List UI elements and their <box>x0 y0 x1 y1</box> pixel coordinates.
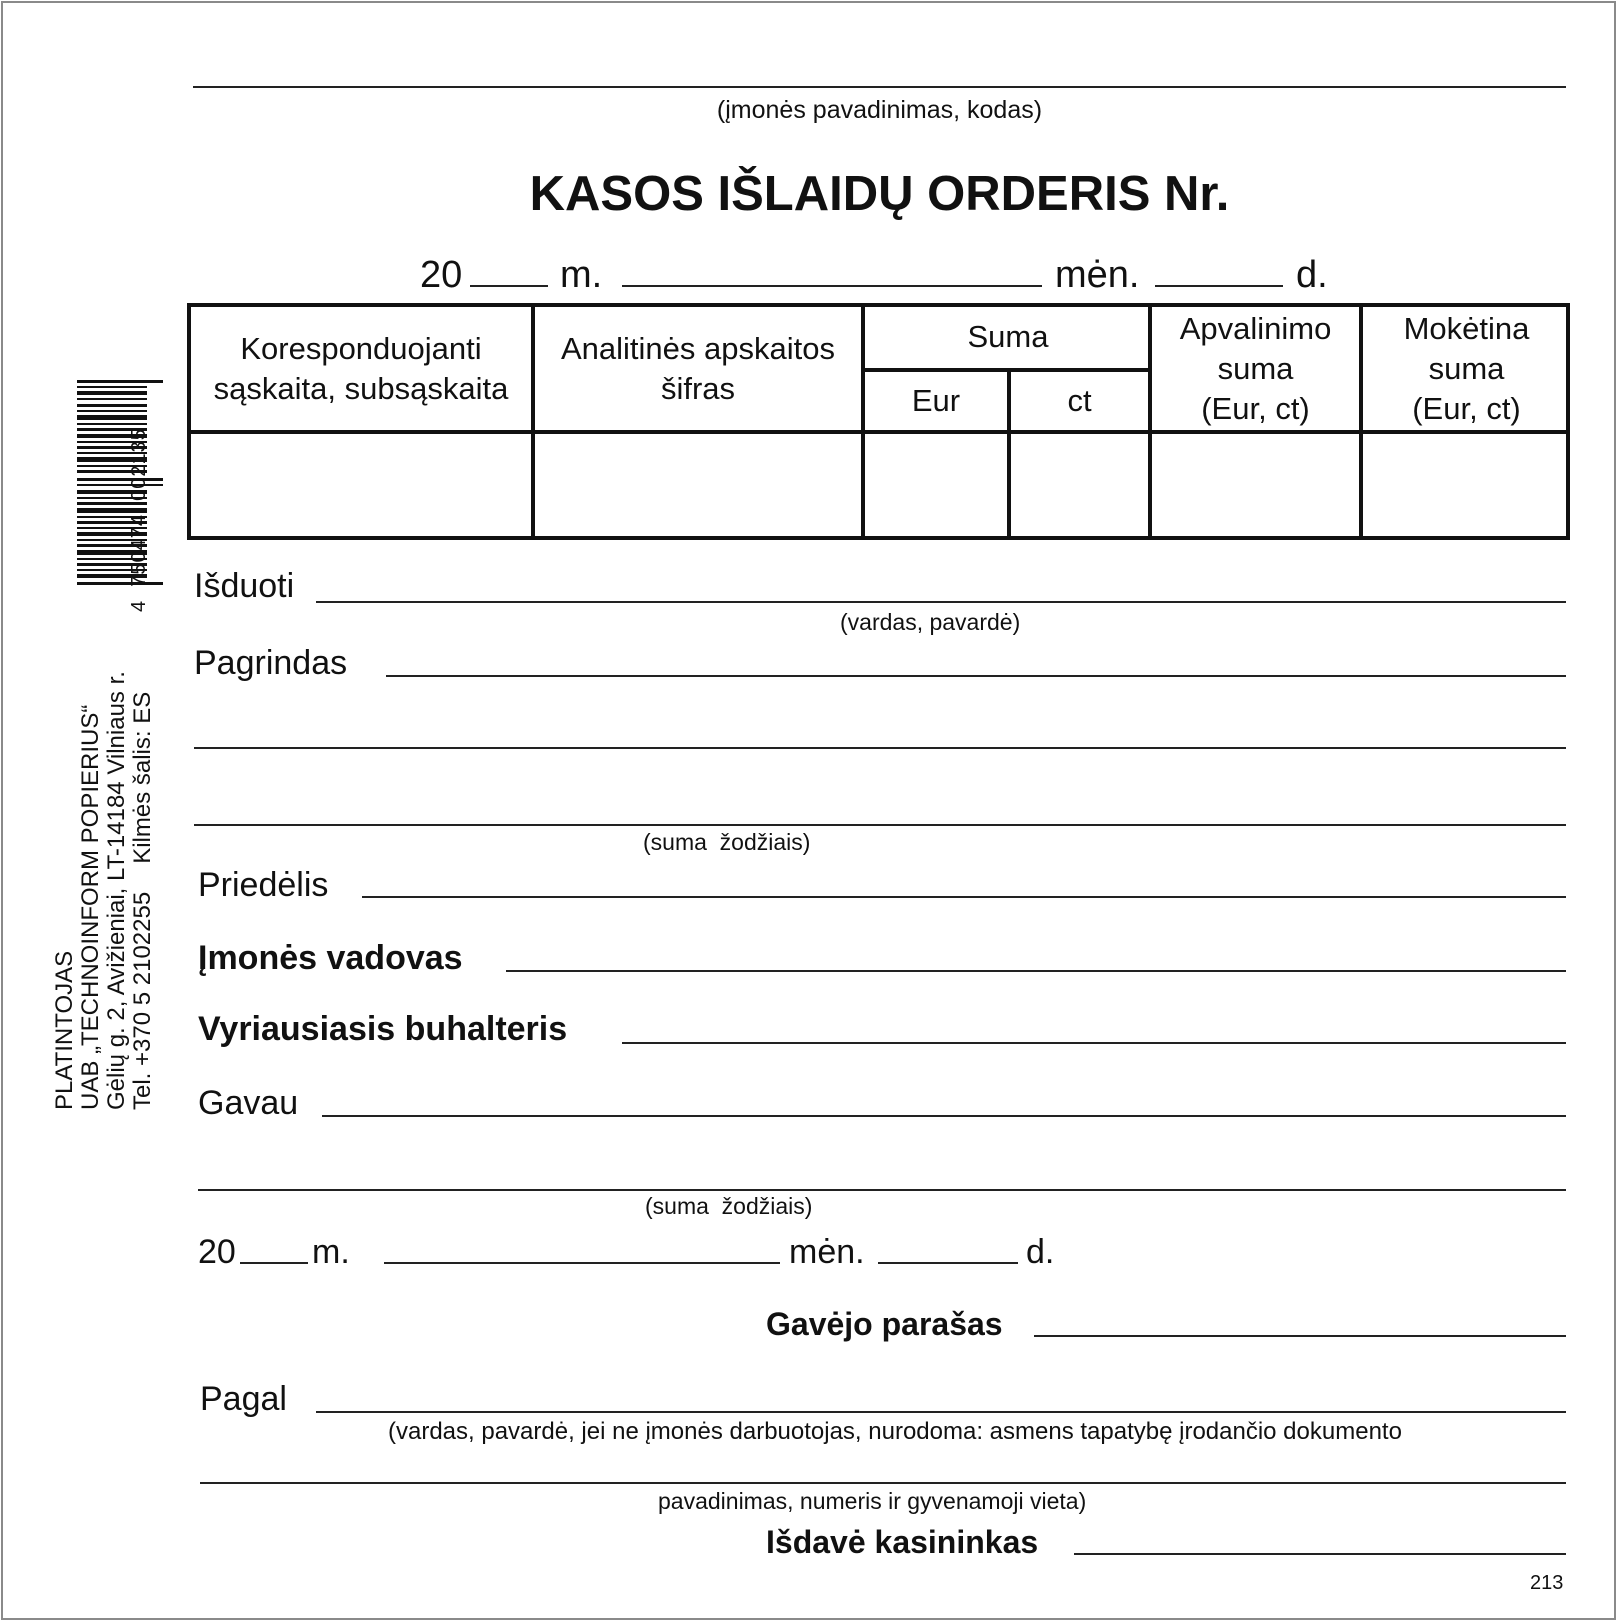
pagal-label: Pagal <box>200 1380 287 1418</box>
header-eur: Eur <box>911 383 961 418</box>
pagal-caption-1: (vardas, pavardė, jei ne įmonės darbuotojas, nurodoma: asmens tapatybę įrodančio dokumento <box>388 1418 1402 1445</box>
pagal-line <box>316 1411 1566 1413</box>
vyr-buhalteris-line <box>622 1042 1566 1044</box>
header-ct: ct <box>1067 383 1092 418</box>
isdave-kasininkas-line <box>1074 1553 1566 1555</box>
header-apvalinimo: Apvalinimo suma (Eur, ct) <box>1179 311 1332 426</box>
document-border <box>1 1 1616 1620</box>
date-month-line <box>622 285 1042 287</box>
gavau-label: Gavau <box>198 1084 299 1122</box>
date-day-label: d. <box>1296 254 1328 296</box>
document-title: KASOS IŠLAIDŲ ORDERIS Nr. <box>529 167 1230 221</box>
header-koresponduojanti: Koresponduojanti sąskaita, subsąskaita <box>213 331 509 406</box>
vyr-buhalteris-label: Vyriausiasis buhalteris <box>198 1010 568 1048</box>
date-year-suffix: m. <box>560 254 603 296</box>
date2-month-label: mėn. <box>789 1233 865 1271</box>
pagrindas-line-2 <box>194 747 1566 749</box>
suma-zodziais-caption-1: (suma žodžiais) <box>643 829 811 855</box>
priedelis-label: Priedėlis <box>198 866 329 904</box>
amount-table <box>187 303 1570 540</box>
date2-year-suffix: m. <box>312 1233 350 1271</box>
pagrindas-label: Pagrindas <box>194 644 348 682</box>
date2-year-prefix: 20 <box>198 1233 236 1271</box>
header-analitines: Analitinės apskaitos šifras <box>561 331 835 406</box>
date-month-label: mėn. <box>1055 254 1140 296</box>
date2-year-line <box>240 1262 308 1264</box>
suma-zodziais-caption-2: (suma žodžiais) <box>645 1193 813 1219</box>
publisher-line-2: UAB „TECHNOINFORM POPIERIUS“ <box>77 704 104 1110</box>
isdave-kasininkas-label: Išdavė kasininkas <box>766 1524 1039 1560</box>
publisher-line-4: Tel. +370 5 2102255Kilmės šalis: ES <box>129 691 156 1110</box>
isduoti-label: Išduoti <box>194 567 295 605</box>
company-line <box>193 86 1566 88</box>
date2-day-line <box>878 1262 1018 1264</box>
company-caption: (įmonės pavadinimas, kodas) <box>716 96 1043 124</box>
date-year-line <box>470 285 548 287</box>
publisher-info <box>52 671 156 1110</box>
header-موketina: Mokėtina suma (Eur, ct) <box>1403 311 1530 426</box>
gavejo-parasas-label: Gavėjo parašas <box>766 1306 1003 1342</box>
isduoti-line <box>316 601 1566 603</box>
imones-vadovas-label: Įmonės vadovas <box>198 939 463 977</box>
date2-day-label: d. <box>1026 1233 1055 1271</box>
isduoti-caption: (vardas, pavardė) <box>840 609 1021 635</box>
pagal-caption-2: pavadinimas, numeris ir gyvenamoji vieta) <box>658 1488 1087 1514</box>
pagrindas-line <box>386 675 1566 677</box>
publisher-line-1: PLATINTOJAS <box>51 950 78 1110</box>
date-year-prefix: 20 <box>420 254 463 296</box>
suma-zodziais-line-1 <box>194 824 1566 826</box>
pagal-line-2 <box>200 1482 1566 1484</box>
priedelis-line <box>362 896 1566 898</box>
form-number: 213 <box>1530 1572 1564 1594</box>
date-day-line <box>1155 285 1283 287</box>
suma-zodziais-line-2 <box>198 1189 1566 1191</box>
gavejo-parasas-line <box>1034 1335 1566 1337</box>
publisher-line-3: Gėlių g. 2, Avižieniai, LT-14184 Vilniaus r. <box>103 671 130 1110</box>
gavau-line <box>322 1115 1566 1117</box>
barcode-number: 4 750474 002135 <box>128 428 150 612</box>
date2-month-line <box>384 1262 780 1264</box>
imones-vadovas-line <box>506 970 1566 972</box>
header-suma: Suma <box>967 319 1049 354</box>
